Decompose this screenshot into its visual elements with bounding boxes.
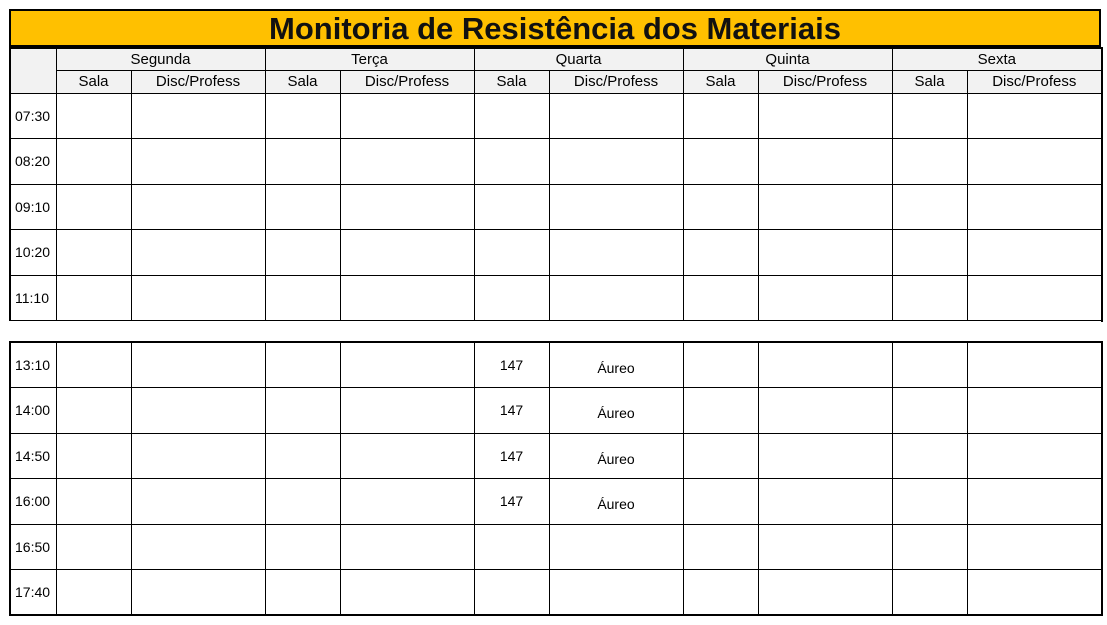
time-cell: 10:20 xyxy=(10,230,56,276)
sub-header-row xyxy=(10,70,1102,93)
disc-cell[interactable] xyxy=(758,275,892,321)
disc-cell[interactable] xyxy=(967,184,1102,230)
time-cell: 13:10 xyxy=(10,342,56,388)
table-row xyxy=(10,230,1102,276)
disc-cell[interactable] xyxy=(758,342,892,388)
time-cell: 11:10 xyxy=(10,275,56,321)
sala-header: Sala xyxy=(265,70,340,93)
disc-cell[interactable] xyxy=(967,433,1102,479)
disc-cell[interactable] xyxy=(131,479,265,525)
sala-cell[interactable] xyxy=(892,230,967,276)
disc-cell[interactable] xyxy=(758,388,892,434)
table-row xyxy=(10,93,1102,139)
time-cell: 14:00 xyxy=(10,388,56,434)
sala-cell[interactable] xyxy=(474,230,549,276)
sala-cell[interactable] xyxy=(683,479,758,525)
quarta-disc-cell[interactable]: Áureo xyxy=(549,388,683,434)
table-row xyxy=(10,388,1102,434)
time-cell: 07:30 xyxy=(10,93,56,139)
disc-cell[interactable] xyxy=(967,570,1102,616)
day-header: Segunda xyxy=(56,48,265,70)
sala-cell[interactable] xyxy=(474,139,549,185)
sala-cell[interactable] xyxy=(683,433,758,479)
sala-header: Sala xyxy=(683,70,758,93)
disc-cell[interactable] xyxy=(340,570,474,616)
disc-header: Disc/Profess xyxy=(758,70,892,93)
disc-cell[interactable] xyxy=(131,433,265,479)
morning-schedule-table xyxy=(9,47,1103,322)
disc-cell[interactable] xyxy=(131,570,265,616)
sala-cell[interactable] xyxy=(56,230,131,276)
sala-cell[interactable] xyxy=(265,433,340,479)
quarta-sala-cell[interactable]: 147 xyxy=(474,342,549,388)
disc-cell[interactable] xyxy=(131,184,265,230)
quarta-sala-cell[interactable]: 147 xyxy=(474,388,549,434)
disc-cell[interactable] xyxy=(967,342,1102,388)
time-cell: 09:10 xyxy=(10,184,56,230)
disc-cell[interactable] xyxy=(549,275,683,321)
disc-cell[interactable] xyxy=(758,139,892,185)
sala-cell[interactable] xyxy=(265,184,340,230)
quarta-sala-cell[interactable]: 147 xyxy=(474,433,549,479)
disc-cell[interactable] xyxy=(967,139,1102,185)
disc-cell[interactable] xyxy=(758,479,892,525)
disc-cell[interactable] xyxy=(131,275,265,321)
disc-header: Disc/Profess xyxy=(549,70,683,93)
sala-cell[interactable] xyxy=(892,433,967,479)
quarta-sala-cell[interactable]: 147 xyxy=(474,479,549,525)
corner-cell xyxy=(10,48,56,93)
disc-cell[interactable] xyxy=(340,524,474,570)
disc-header: Disc/Profess xyxy=(340,70,474,93)
disc-cell[interactable] xyxy=(967,93,1102,139)
sala-cell[interactable] xyxy=(56,184,131,230)
day-header: Terça xyxy=(265,48,474,70)
sala-cell[interactable] xyxy=(683,342,758,388)
table-row xyxy=(10,342,1102,388)
disc-cell[interactable] xyxy=(340,433,474,479)
sala-cell[interactable] xyxy=(683,524,758,570)
disc-cell[interactable] xyxy=(549,139,683,185)
sala-cell[interactable] xyxy=(683,570,758,616)
time-cell: 17:40 xyxy=(10,570,56,616)
quarta-sala-cell[interactable] xyxy=(474,570,549,616)
disc-cell[interactable] xyxy=(967,524,1102,570)
disc-cell[interactable] xyxy=(340,139,474,185)
quarta-disc-cell[interactable] xyxy=(549,570,683,616)
disc-cell[interactable] xyxy=(131,230,265,276)
disc-cell[interactable] xyxy=(340,388,474,434)
sala-cell[interactable] xyxy=(265,388,340,434)
sala-cell[interactable] xyxy=(892,139,967,185)
sala-cell[interactable] xyxy=(892,184,967,230)
time-cell: 08:20 xyxy=(10,139,56,185)
disc-cell[interactable] xyxy=(340,230,474,276)
disc-cell[interactable] xyxy=(131,388,265,434)
sala-cell[interactable] xyxy=(265,139,340,185)
sala-cell[interactable] xyxy=(474,93,549,139)
sala-cell[interactable] xyxy=(683,184,758,230)
disc-cell[interactable] xyxy=(340,342,474,388)
sala-header: Sala xyxy=(474,70,549,93)
sala-cell[interactable] xyxy=(683,388,758,434)
sala-cell[interactable] xyxy=(56,524,131,570)
disc-cell[interactable] xyxy=(758,230,892,276)
table-row xyxy=(10,570,1102,616)
disc-cell[interactable] xyxy=(131,93,265,139)
day-header: Quarta xyxy=(474,48,683,70)
sala-cell[interactable] xyxy=(474,184,549,230)
sala-cell[interactable] xyxy=(265,570,340,616)
disc-header: Disc/Profess xyxy=(131,70,265,93)
disc-cell[interactable] xyxy=(758,570,892,616)
sala-cell[interactable] xyxy=(56,388,131,434)
sala-cell[interactable] xyxy=(56,342,131,388)
sala-cell[interactable] xyxy=(683,230,758,276)
sala-cell[interactable] xyxy=(683,93,758,139)
disc-cell[interactable] xyxy=(340,479,474,525)
disc-cell[interactable] xyxy=(758,433,892,479)
sala-cell[interactable] xyxy=(56,93,131,139)
sala-cell[interactable] xyxy=(265,93,340,139)
table-row xyxy=(10,184,1102,230)
quarta-disc-cell[interactable]: Áureo xyxy=(549,433,683,479)
time-cell: 16:50 xyxy=(10,524,56,570)
disc-cell[interactable] xyxy=(967,275,1102,321)
disc-cell[interactable] xyxy=(758,184,892,230)
quarta-disc-cell[interactable] xyxy=(549,524,683,570)
table-row xyxy=(10,275,1102,321)
sala-cell[interactable] xyxy=(56,433,131,479)
disc-cell[interactable] xyxy=(549,184,683,230)
sheet-title: Monitoria de Resistência dos Materiais xyxy=(9,9,1101,47)
disc-header: Disc/Profess xyxy=(967,70,1102,93)
disc-cell[interactable] xyxy=(131,524,265,570)
quarta-disc-cell[interactable]: Áureo xyxy=(549,479,683,525)
sala-cell[interactable] xyxy=(683,139,758,185)
disc-cell[interactable] xyxy=(340,275,474,321)
sala-cell[interactable] xyxy=(892,93,967,139)
sala-cell[interactable] xyxy=(56,479,131,525)
disc-cell[interactable] xyxy=(549,93,683,139)
time-cell: 16:00 xyxy=(10,479,56,525)
table-row xyxy=(10,139,1102,185)
sala-cell[interactable] xyxy=(265,479,340,525)
sala-header: Sala xyxy=(56,70,131,93)
sala-cell[interactable] xyxy=(892,388,967,434)
table-row xyxy=(10,524,1102,570)
quarta-disc-cell[interactable]: Áureo xyxy=(549,342,683,388)
sala-cell[interactable] xyxy=(892,524,967,570)
afternoon-schedule-table xyxy=(9,341,1103,616)
day-header: Quinta xyxy=(683,48,892,70)
time-cell: 14:50 xyxy=(10,433,56,479)
disc-cell[interactable] xyxy=(340,184,474,230)
sala-cell[interactable] xyxy=(56,570,131,616)
day-header-row xyxy=(10,48,1102,70)
sala-cell[interactable] xyxy=(892,275,967,321)
table-row xyxy=(10,479,1102,525)
sala-cell[interactable] xyxy=(474,275,549,321)
sala-header: Sala xyxy=(892,70,967,93)
sala-cell[interactable] xyxy=(892,479,967,525)
disc-cell[interactable] xyxy=(131,139,265,185)
sala-cell[interactable] xyxy=(265,342,340,388)
sala-cell[interactable] xyxy=(892,570,967,616)
disc-cell[interactable] xyxy=(967,479,1102,525)
table-row xyxy=(10,433,1102,479)
disc-cell[interactable] xyxy=(758,524,892,570)
disc-cell[interactable] xyxy=(549,230,683,276)
disc-cell[interactable] xyxy=(131,342,265,388)
disc-cell[interactable] xyxy=(758,93,892,139)
quarta-sala-cell[interactable] xyxy=(474,524,549,570)
sala-cell[interactable] xyxy=(56,275,131,321)
sala-cell[interactable] xyxy=(892,342,967,388)
day-header: Sexta xyxy=(892,48,1102,70)
sala-cell[interactable] xyxy=(265,230,340,276)
disc-cell[interactable] xyxy=(967,230,1102,276)
disc-cell[interactable] xyxy=(967,388,1102,434)
sala-cell[interactable] xyxy=(265,275,340,321)
sala-cell[interactable] xyxy=(683,275,758,321)
sala-cell[interactable] xyxy=(265,524,340,570)
sala-cell[interactable] xyxy=(56,139,131,185)
table-separator xyxy=(9,321,1101,341)
disc-cell[interactable] xyxy=(340,93,474,139)
